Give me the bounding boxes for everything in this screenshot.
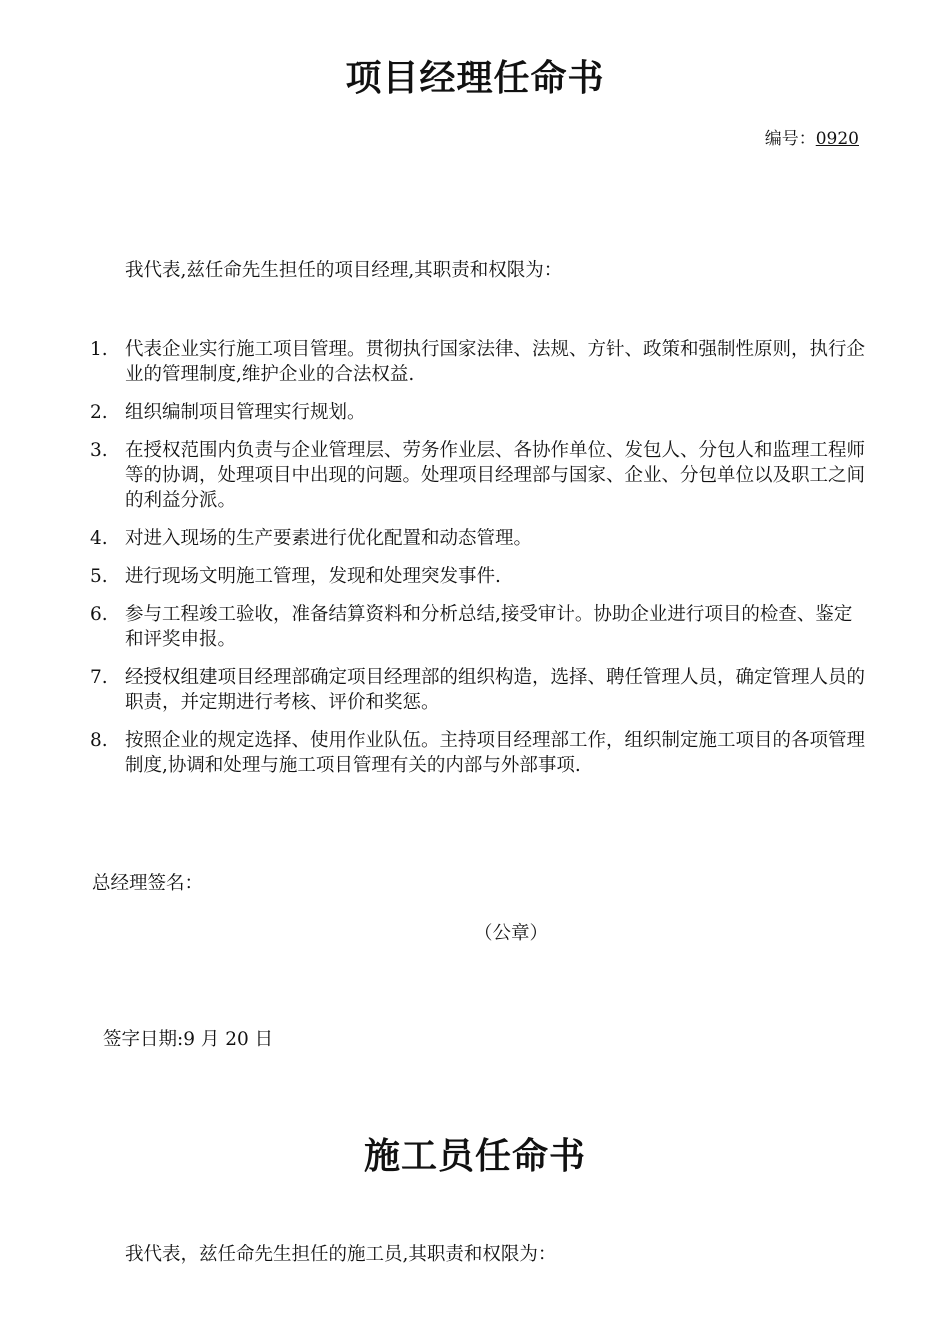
list-item: [90, 400, 870, 425]
appointment-intro: 我代表,兹任命先生担任的项目经理,其职责和权限为：: [125, 260, 563, 281]
list-item-text: 在授权范围内负责与企业管理层、劳务作业层、各协作单位、发包人、分包人和监理工程师等的协调，处理项目中出现的问题。处理项目经理部与国家、企业、分包单位以及职工之间的利益分派。: [125, 440, 866, 511]
list-item-number: 7.: [90, 667, 108, 688]
second-doc-title: 施工员任命书: [363, 1136, 586, 1177]
list-item: [90, 602, 870, 652]
list-item: [90, 665, 870, 715]
list-item: [90, 438, 870, 513]
list-item-number: 3.: [90, 440, 108, 461]
list-item-number: 8.: [90, 730, 108, 751]
signature-date: 签字日期:9 月 20 日: [103, 1029, 274, 1050]
list-item: [90, 564, 870, 589]
list-item-number: 6.: [90, 604, 108, 625]
doc-number-value: 0920: [815, 129, 859, 149]
second-appointment-intro: 我代表，兹任命先生担任的施工员,其职责和权限为：: [125, 1244, 557, 1265]
list-item-number: 5.: [90, 566, 108, 587]
list-item: [90, 728, 870, 778]
list-item-text: 参与工程竣工验收，准备结算资料和分析总结,接受审计。协助企业进行项目的检查、鉴定和评奖申报。: [125, 604, 853, 650]
list-item-number: 2.: [90, 402, 108, 423]
list-item-text: 对进入现场的生产要素进行优化配置和动态管理。: [125, 528, 533, 549]
list-item-number: 4.: [90, 528, 108, 549]
general-manager-signature-label: 总经理签名：: [92, 873, 204, 894]
doc-number: [765, 124, 859, 149]
list-item-text: 按照企业的规定选择、使用作业队伍。主持项目经理部工作，组织制定施工项目的各项管理制度,协调和处理与施工项目管理有关的内部与外部事项.: [125, 730, 866, 776]
list-item-text: 经授权组建项目经理部确定项目经理部的组织构造，选择、聘任管理人员，确定管理人员的职责，并定期进行考核、评价和奖惩。: [125, 667, 866, 713]
list-item-text: 进行现场文明施工管理，发现和处理突发事件.: [125, 566, 501, 587]
list-item-text: 组织编制项目管理实行规划。: [125, 402, 366, 423]
doc-number-label: 编号：: [764, 129, 816, 149]
doc-title: 项目经理任命书: [345, 58, 605, 99]
list-item-number: 1.: [90, 339, 108, 360]
list-item: [90, 337, 870, 387]
duty-list: [90, 337, 870, 791]
official-seal-label: （公章）: [474, 923, 549, 944]
list-item: [90, 526, 870, 551]
list-item-text: 代表企业实行施工项目管理。贯彻执行国家法律、法规、方针、政策和强制性原则，执行企业的管理制度,维护企业的合法权益.: [125, 339, 866, 385]
